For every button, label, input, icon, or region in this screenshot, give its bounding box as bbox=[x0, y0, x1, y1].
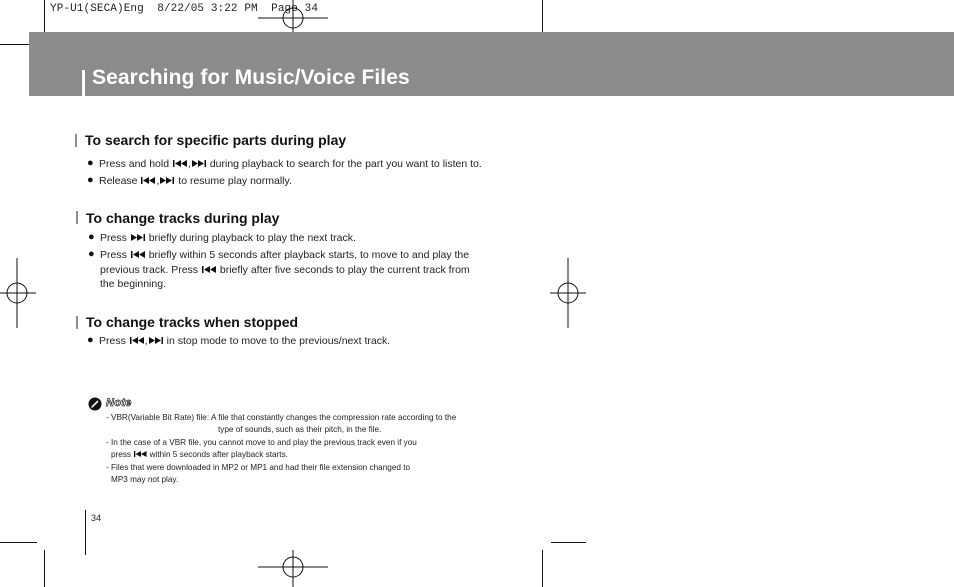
bullet-text: briefly within 5 seconds after playback starts, to move to and play the bbox=[148, 249, 470, 261]
bullet-text: briefly after five seconds to play the current track from bbox=[219, 264, 470, 276]
section-heading-change-stopped: To change tracks when stopped bbox=[86, 314, 299, 330]
bullet-previous-track-line2 bbox=[100, 263, 470, 278]
note-vbr-prev-line1: - In the case of a VBR file, you cannot move to and play the previous track even if you bbox=[106, 438, 417, 447]
note-vbr-line1: - VBR(Variable Bit Rate) file: A file that constantly changes the compression rate according to the bbox=[106, 413, 457, 422]
skip-forward-icon bbox=[130, 233, 146, 242]
bullet-text: briefly during playback to play the next track. bbox=[148, 232, 356, 244]
skip-forward-icon bbox=[148, 336, 164, 345]
bullet-text: Press and hold bbox=[99, 158, 170, 170]
section-marker bbox=[75, 134, 77, 147]
skip-back-icon bbox=[140, 176, 156, 185]
bullet-text: Press bbox=[99, 335, 126, 347]
section-marker bbox=[76, 316, 78, 329]
bullet-text: Release bbox=[99, 175, 138, 187]
note-vbr-prev-line2 bbox=[111, 449, 288, 461]
note-label: Note bbox=[106, 397, 132, 409]
registration-mark-icon bbox=[258, 0, 328, 34]
crop-mark bbox=[0, 44, 29, 45]
note-vbr-line2: type of sounds, such as their pitch, in the file. bbox=[218, 425, 382, 434]
crop-mark bbox=[0, 542, 37, 543]
pencil-note-icon bbox=[88, 397, 102, 411]
bullet-previous-track bbox=[100, 248, 469, 263]
skip-back-icon bbox=[172, 159, 188, 168]
crop-mark bbox=[44, 0, 45, 32]
skip-back-icon bbox=[201, 265, 217, 274]
bullet-text: during playback to search for the part you want to listen to. bbox=[209, 158, 482, 170]
note-text: within 5 seconds after playback starts. bbox=[149, 450, 288, 459]
registration-mark-icon bbox=[258, 550, 328, 587]
section-heading-search: To search for specific parts during play bbox=[85, 132, 347, 148]
bullet-text: Press bbox=[100, 232, 127, 244]
print-header: YP-U1(SECA)Eng 8/22/05 3:22 PM Page 34 bbox=[50, 3, 319, 15]
bullet-dot: ● bbox=[87, 157, 94, 169]
note-mp2-line1: - Files that were downloaded in MP2 or MP1 and had their file extension changed to bbox=[106, 463, 411, 472]
crop-mark bbox=[542, 0, 543, 32]
title-accent-bar bbox=[82, 70, 85, 96]
bullet-text: to resume play normally. bbox=[178, 175, 292, 187]
crop-mark bbox=[44, 550, 45, 587]
bullet-stopped: Press , in stop mode to move to the previous/next track. bbox=[99, 335, 391, 347]
bullet-search-release: Release , to resume play normally. bbox=[99, 175, 292, 187]
bullet-dot: ● bbox=[87, 334, 94, 346]
skip-forward-icon bbox=[191, 159, 207, 168]
bullet-dot: ● bbox=[87, 174, 94, 186]
crop-mark bbox=[542, 550, 543, 587]
note-text: press bbox=[111, 450, 132, 459]
bullet-next-track bbox=[100, 231, 356, 246]
skip-back-icon bbox=[129, 336, 145, 345]
note-mp2-line2: MP3 may not play. bbox=[111, 475, 179, 484]
bullet-search-hold: Press and hold , during playback to search for the part you want to listen to. bbox=[99, 158, 482, 170]
page-number: 34 bbox=[91, 513, 102, 523]
bullet-dot: ● bbox=[88, 248, 95, 260]
page-title: Searching for Music/Voice Files bbox=[92, 66, 410, 89]
bullet-text: Press bbox=[100, 249, 127, 261]
registration-mark-icon bbox=[0, 258, 36, 328]
crop-mark bbox=[551, 542, 586, 543]
skip-forward-icon bbox=[159, 176, 175, 185]
section-heading-change-play: To change tracks during play bbox=[86, 210, 280, 226]
skip-back-icon bbox=[130, 250, 146, 259]
bullet-dot: ● bbox=[88, 231, 95, 243]
page-edge-mark bbox=[85, 510, 86, 555]
bullet-text: previous track. Press bbox=[100, 264, 199, 276]
bullet-text: in stop mode to move to the previous/next track. bbox=[166, 335, 391, 347]
registration-mark-icon bbox=[550, 258, 586, 328]
bullet-previous-track-line3: the beginning. bbox=[100, 278, 166, 290]
skip-back-icon bbox=[133, 450, 147, 458]
section-marker bbox=[76, 211, 78, 224]
